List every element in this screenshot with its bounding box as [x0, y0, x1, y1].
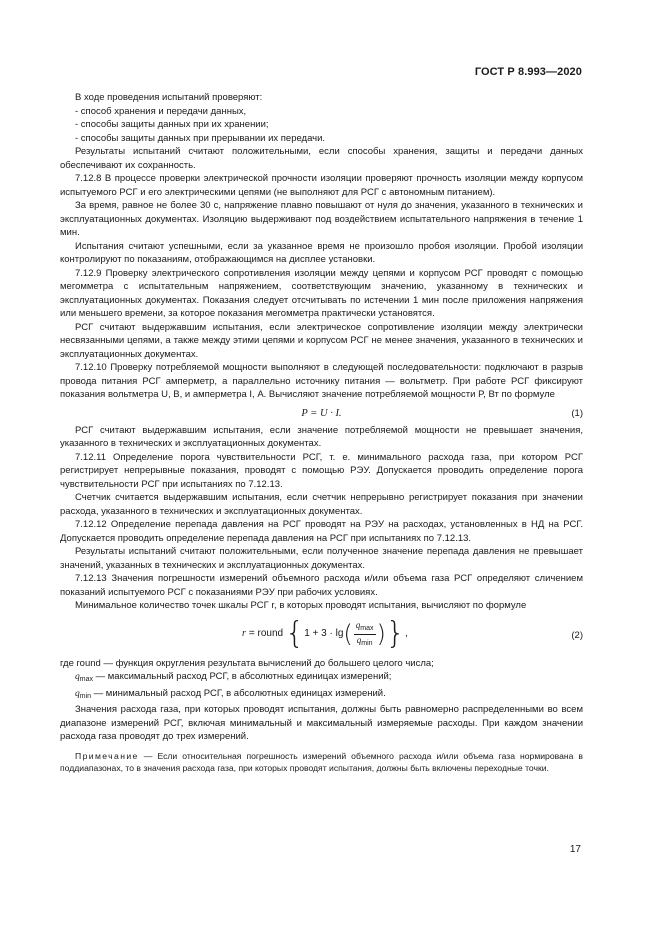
- paragraph: 7.12.11 Определение порога чувствительности РСГ, т. е. минимального расхода газа, при котором РСГ регистрирует непрерывные показания, проводят с помощью РЭУ. Допускается проводить определение порога чувствительности РСГ при испытаниях по 7.12.13.: [60, 451, 583, 490]
- list-item: - способы защиты данных при прерывании их передачи.: [75, 132, 326, 144]
- definition-qmax: $q_{max}$ — максимальный расход РСГ, в абсолютных единицах измерений;: [75, 671, 392, 683]
- paragraph: Результаты испытаний считают положительными, если способы хранения, защиты и передачи данных обеспечивают их сохранность.: [60, 146, 583, 171]
- fraction-qmax-qmin: [354, 620, 376, 649]
- q-max-var: q: [355, 619, 361, 630]
- left-paren: (: [343, 620, 353, 648]
- q-min-sub: min: [361, 639, 373, 647]
- paragraph: 7.12.13 Значения погрешности измерений объемного расхода и/или объема газа РСГ определяют сличением показаний испытуемого РСГ с показаниями РЭУ при рабочих условиях.: [60, 573, 583, 598]
- formula-2: [60, 618, 583, 652]
- list-item: - способы защиты данных при их хранении;: [75, 119, 269, 130]
- paragraph: 7.12.9 Проверку электрического сопротивления изоляции между цепями и корпусом РСГ проводят с помощью мегомметра с испытательным напряжением, соответствующим значению, указанному в технических и эксплуатационных документах. Показания следует отсчитывать по истечении 1 мин после приложения напряжения или меньшего времени, за которое показания мегомметра практически установятся.: [60, 267, 583, 319]
- document-body: [60, 91, 583, 775]
- formula-2-number: (2): [571, 629, 583, 641]
- formula-tail: ,: [404, 628, 408, 640]
- formula-1: [60, 404, 583, 422]
- right-paren: ): [376, 620, 386, 648]
- q-min-var: q: [356, 634, 362, 645]
- definition-round: где round — функция округления результата вычислений до большего целого числа;: [60, 657, 434, 669]
- formula-1-number: (1): [571, 407, 583, 419]
- formula-round: = round: [248, 628, 284, 640]
- left-brace: {: [285, 616, 305, 651]
- paragraph: Минимальное количество точек шкалы РСГ r, в которых проводят испытания, вычисляют по формуле: [75, 600, 527, 611]
- paragraph: РСГ считают выдержавшим испытания, если значение потребляемой мощности не превышает значения, указанного в технических и эксплуатационных документах.: [60, 424, 583, 449]
- paragraph: 7.12.10 Проверку потребляемой мощности выполняют в следующей последовательности: подключают в разрыв провода питания РСГ амперметр, а параллельно источнику питания — вольтметр. При работе РСГ фиксируют показания вольтметра U, В, и амперметра I, А. Вычисляют значение потребляемой мощности P, Вт по формуле: [60, 362, 583, 400]
- formula-1-expression: P = U · I.: [301, 407, 342, 419]
- paragraph: За время, равное не более 30 с, напряжение плавно повышают от нуля до значения, указанного в технических и эксплуатационных документах. Изоляцию выдерживают под воздействием испытательного напряжения в течение 1 мин.: [60, 200, 583, 238]
- paragraph: В ходе проведения испытаний проверяют:: [75, 92, 263, 103]
- page-number: 17: [569, 844, 581, 855]
- paragraph: Значения расхода газа, при которых проводят испытания, должны быть равномерно распределенными во всем диапазоне измерений РСГ, включая минимальный и максимальный измеряемые расходы. При каждом значении расхода газа проводят до трех измерений.: [60, 704, 583, 742]
- paragraph: Счетчик считается выдержавшим испытания, если счетчик непрерывно регистрирует показания при значении расхода, указанного в технических и эксплуатационных документах.: [60, 492, 583, 517]
- note-text: — Если относительная погрешность измерений объемного расхода и/или объема газа нормирована в поддиапазонах, то в значения расхода газа, при которых проводят испытания, должны быть включены переходные точки.: [60, 750, 583, 773]
- paragraph: Результаты испытаний считают положительными, если полученное значение перепада давления не превышает значений, указанных в технических и эксплуатационных документах.: [60, 546, 583, 571]
- paragraph: РСГ считают выдержавшим испытания, если электрическое сопротивление изоляции между электрически несвязанными цепями, а также между этими цепями и корпусом РСГ не менее значения, указанного в технических и эксплуатационных документах.: [60, 321, 583, 360]
- right-brace: }: [385, 616, 405, 651]
- formula-var-r: r: [242, 628, 246, 640]
- paragraph: 7.12.12 Определение перепада давления на РСГ проводят на РЭУ на расходах, установленных в НД на РСГ. Допускается проводить определение перепада давления на РСГ при испытаниях по 7.12.13.: [60, 519, 583, 544]
- paragraph: 7.12.8 В процессе проверки электрической прочности изоляции проверяют прочность изоляции между корпусом испытуемого РСГ и его электрическими цепями (не выполняют для РСГ с автономным питанием).: [60, 173, 583, 198]
- definition-qmin: $q_{min}$ — минимальный расход РСГ, в абсолютных единицах измерений.: [75, 687, 386, 700]
- note-label: Примечание: [75, 750, 139, 761]
- list-item: - способ хранения и передачи данных,: [75, 105, 247, 117]
- formula-one-plus-lg: 1 + 3 · lg: [304, 628, 344, 640]
- note: [60, 750, 583, 775]
- paragraph: Испытания считают успешными, если за указанное время не произошло пробоя изоляции. Пробой изоляции контролируют по показаниям, отображающимся на дисплее установки.: [60, 240, 583, 265]
- document-header: ГОСТ Р 8.993—2020: [474, 66, 582, 78]
- q-max-sub: max: [360, 624, 374, 632]
- formula-2-expression: [242, 616, 408, 651]
- formula-definitions: [60, 657, 583, 704]
